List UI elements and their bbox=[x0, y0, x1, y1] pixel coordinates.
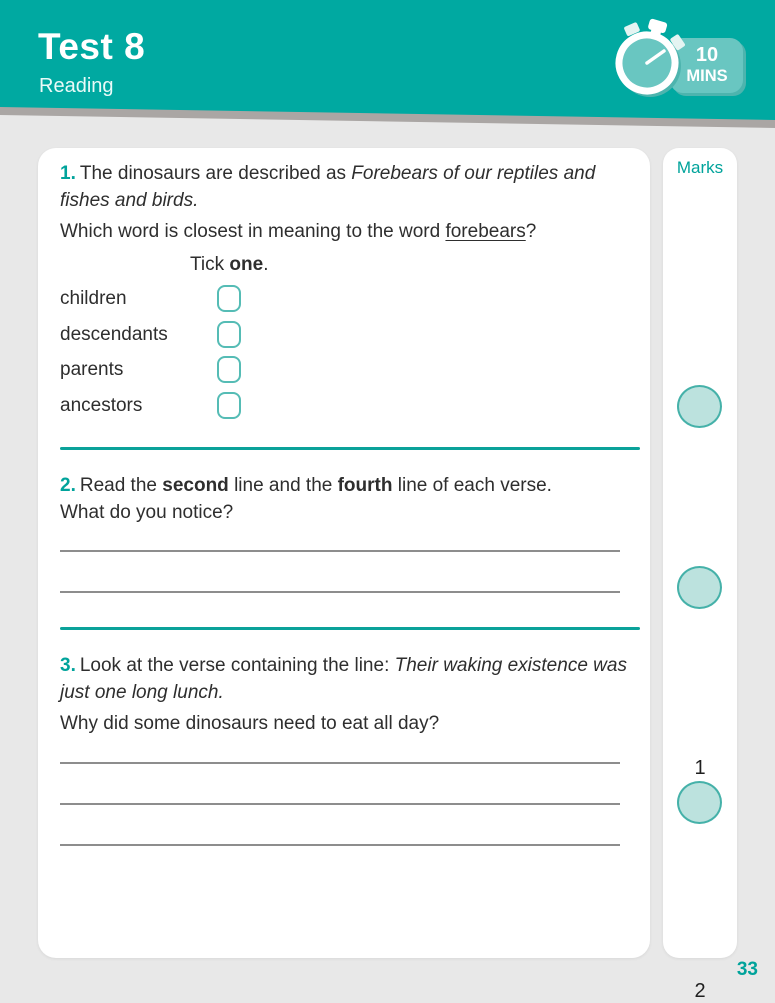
option-row-children bbox=[60, 285, 460, 313]
option-label: descendants bbox=[60, 324, 168, 345]
checkbox-children[interactable] bbox=[217, 285, 241, 312]
answer-line-q3-1[interactable] bbox=[60, 762, 620, 764]
question-2-number: 2. bbox=[60, 475, 76, 496]
question-1-quote: Forebears of our reptiles and bbox=[351, 163, 596, 184]
question-divider bbox=[60, 627, 640, 630]
timer-minutes: 10 bbox=[695, 44, 719, 66]
tick-one-instruction: Tick one. bbox=[190, 254, 269, 275]
marks-heading: Marks bbox=[676, 158, 724, 177]
option-row-parents bbox=[60, 356, 460, 384]
mark-circle-q3 bbox=[677, 781, 722, 824]
option-label: ancestors bbox=[60, 395, 143, 416]
answer-line-q3-3[interactable] bbox=[60, 844, 620, 846]
question-3-quote-continued: just one long lunch. bbox=[60, 682, 224, 703]
option-row-descendants bbox=[60, 321, 460, 349]
question-1-text: The dinosaurs are described as bbox=[79, 163, 352, 184]
option-label: parents bbox=[60, 359, 124, 380]
question-1-quote-continued: fishes and birds. bbox=[60, 190, 199, 211]
question-1-prompt bbox=[60, 160, 634, 214]
answer-line-q3-2[interactable] bbox=[60, 803, 620, 805]
mark-circle-q1 bbox=[677, 385, 722, 428]
page-number: 33 bbox=[736, 959, 758, 980]
option-label: children bbox=[60, 288, 127, 309]
underlined-word: forebears bbox=[445, 221, 526, 242]
question-divider bbox=[60, 447, 640, 450]
answer-line-q2-2[interactable] bbox=[60, 591, 620, 593]
question-2-prompt: 2. Read the second line and the fourth line of each verse. What do you notice? bbox=[60, 475, 552, 523]
question-3-number: 3. bbox=[60, 655, 76, 676]
question-1-subprompt: Which word is closest in meaning to the word forebears? bbox=[60, 221, 537, 242]
mark-value-q2: 1 bbox=[694, 757, 706, 779]
page-title: Test 8 bbox=[38, 26, 146, 67]
page-subtitle: Reading bbox=[39, 75, 114, 97]
stopwatch-icon bbox=[597, 8, 757, 116]
marks-panel bbox=[663, 148, 737, 1002]
checkbox-descendants[interactable] bbox=[217, 321, 241, 348]
question-3-prompt: 3. Look at the verse containing the line: Their waking existence was just one long lunch. bbox=[60, 655, 627, 703]
question-card bbox=[38, 148, 650, 958]
question-3-quote: Their waking existence was bbox=[394, 655, 627, 676]
answer-line-q2-1[interactable] bbox=[60, 550, 620, 552]
checkbox-parents[interactable] bbox=[217, 356, 241, 383]
question-3-subprompt: Why did some dinosaurs need to eat all day? bbox=[60, 713, 440, 734]
mark-value-q3: 2 bbox=[694, 980, 706, 1002]
question-2-text: What do you notice? bbox=[60, 502, 234, 523]
option-row-ancestors bbox=[60, 392, 460, 420]
checkbox-ancestors[interactable] bbox=[217, 392, 241, 419]
mark-circle-q2 bbox=[677, 566, 722, 609]
timer-unit: MINS bbox=[686, 67, 728, 85]
question-1-number: 1. bbox=[60, 163, 76, 184]
